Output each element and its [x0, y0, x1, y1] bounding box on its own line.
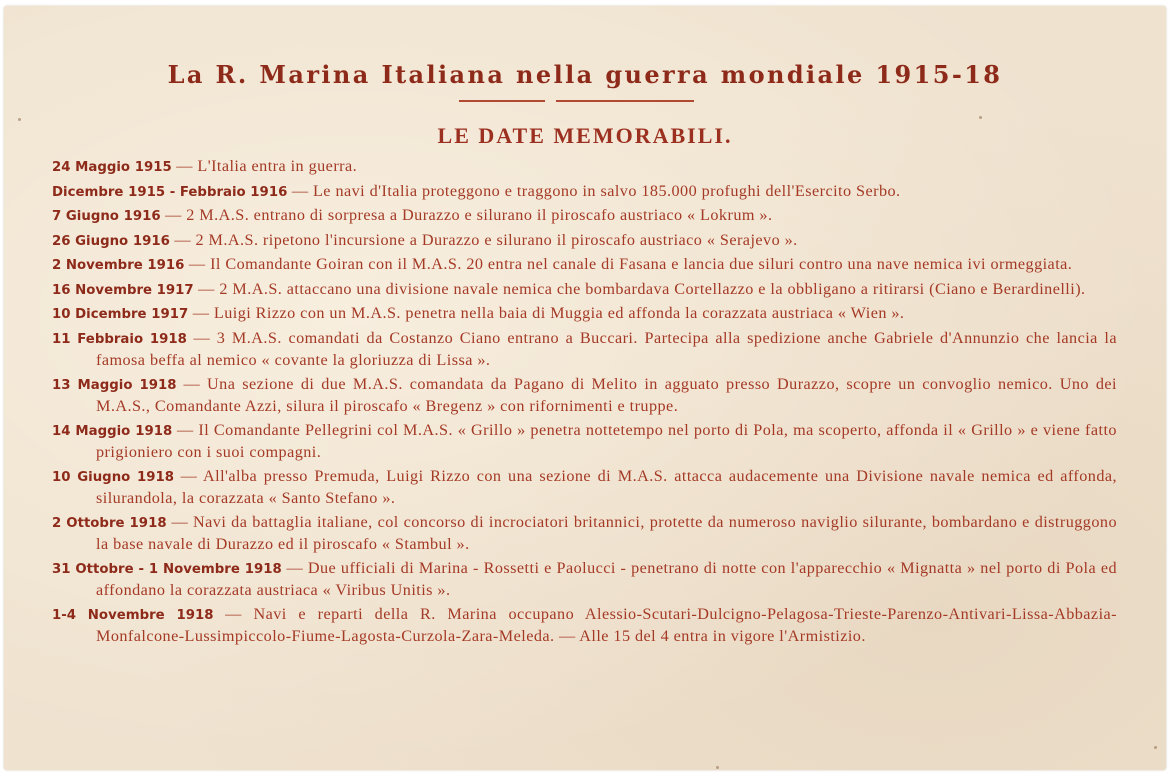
list-item: 26 Giugno 1916 — 2 M.A.S. ripetono l'incursione a Durazzo e silurano il piroscafo austriaco « Serajevo ». — [52, 230, 798, 249]
entry-date: 10 Dicembre 1917 — [52, 307, 189, 322]
entry-text: 3 M.A.S. comandati da Costanzo Ciano entrano a Buccari. Partecipa alla spedizione anche Gabriele d'Annunzio che lancia la famosa beffa al nemico « covante la gloriuzza di Lissa ». — [96, 328, 1118, 369]
entry-date: 11 Febbraio 1918 — [52, 331, 187, 347]
entry-date: 10 Giugno 1918 — [52, 469, 175, 485]
list-item: 10 Dicembre 1917 — Luigi Rizzo con un M.A.S. penetra nella baia di Muggia ed affonda la corazzata austriaca « Wien ». — [52, 304, 905, 322]
list-item: 1-4 Novembre 1918 — Navi e reparti della R. Marina occupano Alessio-Scutari-Dulcigno-Pelagosa-Trieste-Parenzo-Antivari-Lissa-Abbazia-Monfalcone-Lussimpiccolo-Fiume-Lagosta-Curzola-Zara-Meleda. — Alle 15 del 4 entra in vigore l'Armistizio. — [52, 604, 1117, 645]
list-item: 11 Febbraio 1918 — 3 M.A.S. comandati da Costanzo Ciano entrano a Buccari. Partecipa alla spedizione anche Gabriele d'Annunzio che lancia la famosa beffa al nemico « covante la gloriuzza di Lissa ». — [52, 328, 1118, 369]
entry-text: L'Italia entra in guerra. — [197, 157, 358, 175]
list-item: 2 Novembre 1916 — Il Comandante Goiran con il M.A.S. 20 entra nel canale di Fasana e lancia due siluri contro una nave nemica ivi ormeggiata. — [52, 255, 1073, 273]
entry-date: 31 Ottobre - 1 Novembre 1918 — [52, 561, 282, 577]
list-item: 24 Maggio 1915 — L'Italia entra in guerra. — [52, 157, 358, 175]
entry-text: Navi da battaglia italiane, col concorso di incrociatori britannici, protette da numeroso naviglio silurante, bombardano e distruggono la base navale di Durazzo ed il piroscafo « Stambul ». — [96, 512, 1117, 553]
title-underline-right — [556, 100, 694, 102]
list-item: 13 Maggio 1918 — Una sezione di due M.A.S. comandata da Pagano di Melito in agguato presso Durazzo, scopre un convoglio nemico. Uno dei M.A.S., Comandante Azzi, silura il piroscafo « Bregenz » con rifornimenti e truppe. — [52, 374, 1117, 415]
list-item: 2 Ottobre 1918 — Navi da battaglia italiane, col concorso di incrociatori britannici, protette da numeroso naviglio silurante, bombardano e distruggono la base navale di Durazzo ed il piroscafo « Stambul ». — [52, 512, 1117, 553]
entry-text: 2 M.A.S. ripetono l'incursione a Durazzo e silurano il piroscafo austriaco « Serajevo ». — [195, 230, 798, 249]
entry-text: Navi e reparti della R. Marina occupano Alessio-Scutari-Dulcigno-Pelagosa-Trieste-Parenzo-Antivari-Lissa-Abbazia-Monfalcone-Lussimpiccolo-Fiume-Lagosta-Curzola-Zara-Meleda. — Alle 15 del 4 entra in vigore l'Armistizio. — [96, 604, 1117, 645]
list-item: 10 Giugno 1918 — All'alba presso Premuda, Luigi Rizzo con una sezione di M.A.S. attacca audacemente una Divisione navale nemica ed affonda, silurandola, la corazzata « Santo Stefano ». — [52, 466, 1118, 507]
entry-text: 2 M.A.S. attaccano una divisione navale nemica che bombardava Cortellazzo e la obbligano a ritirarsi (Ciano e Berardinelli). — [219, 279, 1086, 298]
entry-text: Luigi Rizzo con un M.A.S. penetra nella baia di Muggia ed affonda la corazzata austriaca « Wien ». — [213, 304, 905, 322]
entry-date: 2 Novembre 1916 — [52, 258, 185, 273]
entry-date: 26 Giugno 1916 — [52, 233, 170, 249]
entry-text: Due ufficiali di Marina - Rossetti e Paolucci - penetrano di notte con l'apparecchio « Mignatta » nel porto di Pola ed affondano la corazzata austriaca « Viribus Unitis ». — [96, 558, 1117, 599]
list-item: 14 Maggio 1918 — Il Comandante Pellegrini col M.A.S. « Grillo » penetra nottetempo nel porto di Pola, ma scoperto, affonda il « Grillo » e viene fatto prigioniero con i suoi compagni. — [52, 420, 1117, 461]
entry-date: Dicembre 1915 - Febbraio 1916 — [52, 184, 288, 200]
entry-date: 2 Ottobre 1918 — [52, 515, 167, 531]
paper-speck — [716, 766, 719, 769]
entry-text: Il Comandante Goiran con il M.A.S. 20 entra nel canale di Fasana e lancia due siluri contro una nave nemica ivi ormeggiata. — [210, 255, 1073, 273]
entry-text: Una sezione di due M.A.S. comandata da Pagano di Melito in agguato presso Durazzo, scopre un convoglio nemico. Uno dei M.A.S., Comandante Azzi, silura il piroscafo « Bregenz » con rifornimenti e truppe. — [96, 374, 1117, 415]
paper-speck — [1154, 746, 1157, 749]
list-item: 7 Giugno 1916 — 2 M.A.S. entrano di sorpresa a Durazzo e silurano il piroscafo austriaco « Lokrum ». — [52, 206, 773, 224]
entry-text: Le navi d'Italia proteggono e traggono in salvo 185.000 profughi dell'Esercito Serbo. — [312, 181, 901, 200]
card-title: La R. Marina Italiana nella guerra mondiale 1915-18 — [167, 60, 1003, 89]
list-item: 16 Novembre 1917 — 2 M.A.S. attaccano una divisione navale nemica che bombardava Cortellazzo e la obbligano a ritirarsi (Ciano e Berardinelli). — [52, 279, 1086, 298]
dates-list — [52, 156, 1117, 648]
paper-speck — [979, 116, 982, 119]
entry-date: 14 Maggio 1918 — [52, 423, 173, 439]
title-underline-left — [459, 100, 545, 102]
entry-text: All'alba presso Premuda, Luigi Rizzo con una sezione di M.A.S. attacca audacemente una Divisione navale nemica ed affonda, silurandola, la corazzata « Santo Stefano ». — [96, 466, 1118, 507]
entry-text: 2 M.A.S. entrano di sorpresa a Durazzo e silurano il piroscafo austriaco « Lokrum ». — [186, 206, 773, 224]
card-subtitle: LE DATE MEMORABILI. — [437, 123, 733, 148]
entry-date: 1-4 Novembre 1918 — [52, 607, 214, 623]
list-item: 31 Ottobre - 1 Novembre 1918 — Due ufficiali di Marina - Rossetti e Paolucci - penetrano di notte con l'apparecchio « Mignatta » nel porto di Pola ed affondano la corazzata austriaca « Viribus Unitis ». — [52, 558, 1117, 599]
entry-date: 13 Maggio 1918 — [52, 377, 177, 393]
entry-date: 24 Maggio 1915 — [52, 160, 172, 175]
entry-date: 7 Giugno 1916 — [52, 209, 161, 224]
list-item: Dicembre 1915 - Febbraio 1916 — Le navi d'Italia proteggono e traggono in salvo 185.000 profughi dell'Esercito Serbo. — [52, 181, 901, 200]
postcard — [4, 6, 1166, 770]
paper-speck — [18, 118, 21, 121]
entry-text: Il Comandante Pellegrini col M.A.S. « Grillo » penetra nottetempo nel porto di Pola, ma scoperto, affonda il « Grillo » e viene fatto prigioniero con i suoi compagni. — [96, 420, 1117, 461]
entry-date: 16 Novembre 1917 — [52, 282, 194, 298]
